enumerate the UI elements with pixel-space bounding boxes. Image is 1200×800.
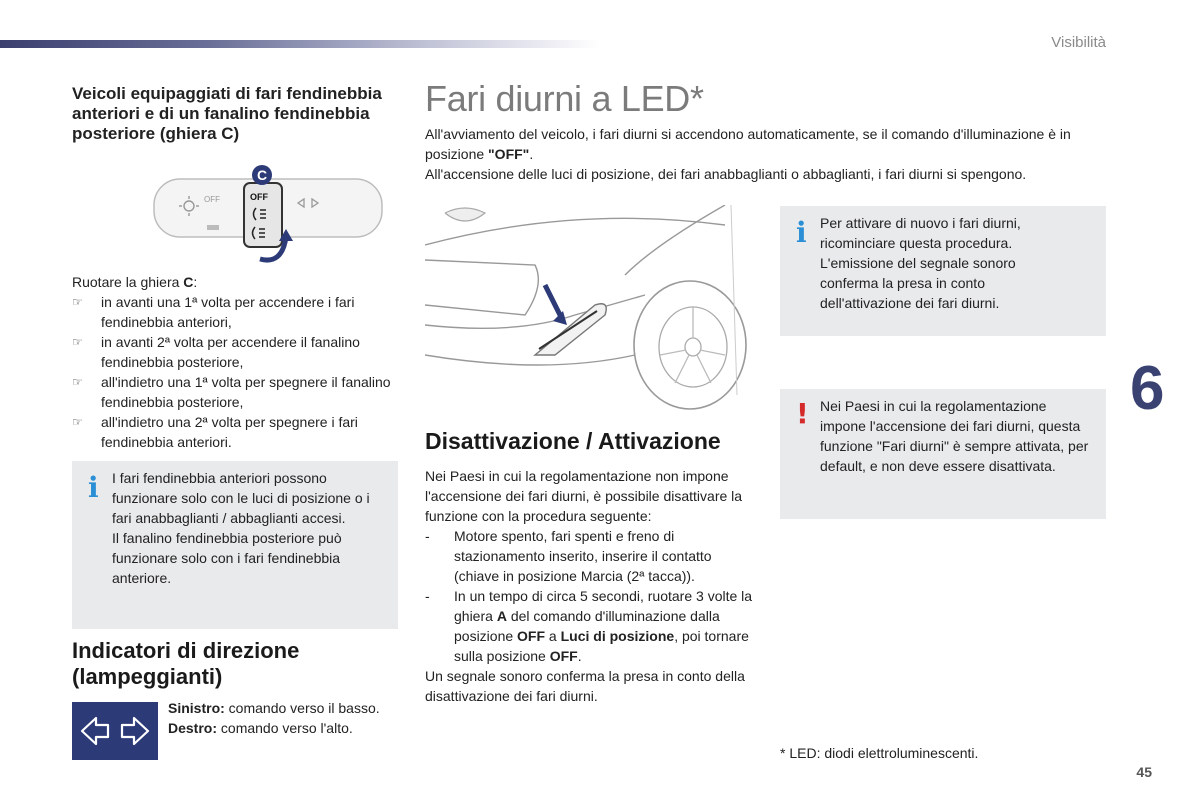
right-arrow-icon [122, 718, 148, 744]
deactivation-intro: Nei Paesi in cui la regolamentazione non impone l'accensione dei fari diurni, è possibile disattivare la funzione con la procedura seguente: [425, 468, 743, 524]
page-number: 45 [1136, 764, 1152, 780]
chapter-number: 6 [1130, 354, 1165, 423]
intro-paragraph-1: All'avviamento del veicolo, i fari diurni si accendono automaticamente, se il comando d'illuminazione è in posizione "OFF". [425, 126, 1071, 162]
off-small-label: OFF [204, 195, 220, 204]
right-indicator-text: Destro: comando verso l'alto. [168, 720, 353, 736]
left-indicator-text: Sinistro: comando verso il basso. [168, 700, 380, 716]
led-footnote: * LED: diodi elettroluminescenti. [780, 745, 979, 761]
list-item: - In un tempo di circa 5 secondi, ruotare 3 volte la ghiera A del comando d'illuminazione dalla posizione OFF a Luci di posizione, poi tornare sulla posizione OFF. [425, 588, 753, 664]
deactivation-heading: Disattivazione / Attivazione [425, 428, 721, 454]
rotate-intro: Ruotare la ghiera C: [72, 274, 198, 290]
intro-text [425, 124, 1115, 184]
fog-lights-heading: Veicoli equipaggiati di fari fendinebbia anteriori e di un fanalino fendinebbia posteriore (ghiera C) [72, 84, 382, 143]
deactivation-text [425, 466, 755, 706]
fog-info-box [72, 461, 398, 629]
list-item: - Motore spento, fari spenti e freno di stazionamento inserito, inserire il contatto (chiave in posizione Marcia (2ª tacca)). [425, 528, 712, 584]
info-icon: i [796, 216, 807, 249]
indicators-text [168, 698, 398, 738]
info-text-1: I fari fendinebbia anteriori possono funzionare solo con le luci di posizione o i fari anabbaglianti / abbaglianti accesi. [112, 470, 370, 526]
fog-rotate-instructions [72, 272, 392, 452]
drl-warning-text: Nei Paesi in cui la regolamentazione impone l'accensione dei fari diurni, questa funzione "Fari diurni" è sempre attivata, per default, e non deve essere disattivata. [820, 398, 1089, 474]
info-icon: i [88, 471, 99, 504]
indicators-heading: Indicatori di direzione (lampeggianti) [72, 638, 300, 689]
fog-light-control-illustration [152, 165, 387, 265]
ring-letter-badge: C [257, 167, 268, 183]
section-title: Visibilità [1051, 34, 1106, 51]
left-arrow-icon [82, 718, 108, 744]
deactivation-outro: Un segnale sonoro conferma la presa in conto della disattivazione dei fari diurni. [425, 668, 745, 704]
bullet-hand-icon: ☞ [72, 415, 83, 429]
turn-signal-arrows [72, 702, 158, 760]
list-item: ☞ in avanti una 1ª volta per accendere i fari fendinebbia anteriori, [72, 294, 355, 330]
list-item: ☞ in avanti 2ª volta per accendere il fanalino fendinebbia posteriore, [72, 334, 360, 370]
bullet-hand-icon: ☞ [72, 295, 83, 309]
drl-warning-box [780, 389, 1106, 519]
info-text-2: Il fanalino fendinebbia posteriore può funzionare solo con i fari fendinebbia anteriore. [112, 530, 342, 586]
page-title: Fari diurni a LED* [425, 78, 704, 119]
drl-info-box [780, 206, 1106, 336]
off-ring-label: OFF [250, 192, 268, 202]
drl-info-text: Per attivare di nuovo i fari diurni, ricominciare questa procedura. L'emissione del segnale sonoro conferma la presa in conto dell'attivazione dei fari diurni. [820, 215, 1021, 311]
car-front-drl-illustration [425, 205, 753, 412]
intro-paragraph-2: All'accensione delle luci di posizione, dei fari anabbaglianti o abbaglianti, i fari diurni si spengono. [425, 166, 1027, 182]
header-decorative-bar [0, 40, 600, 48]
bullet-hand-icon: ☞ [72, 375, 83, 389]
bullet-hand-icon: ☞ [72, 335, 83, 349]
list-item: ☞ all'indietro una 2ª volta per spegnere i fari fendinebbia anteriori. [72, 414, 358, 450]
list-item: ☞ all'indietro una 1ª volta per spegnere il fanalino fendinebbia posteriore, [72, 374, 391, 410]
warning-icon: ! [796, 397, 809, 430]
